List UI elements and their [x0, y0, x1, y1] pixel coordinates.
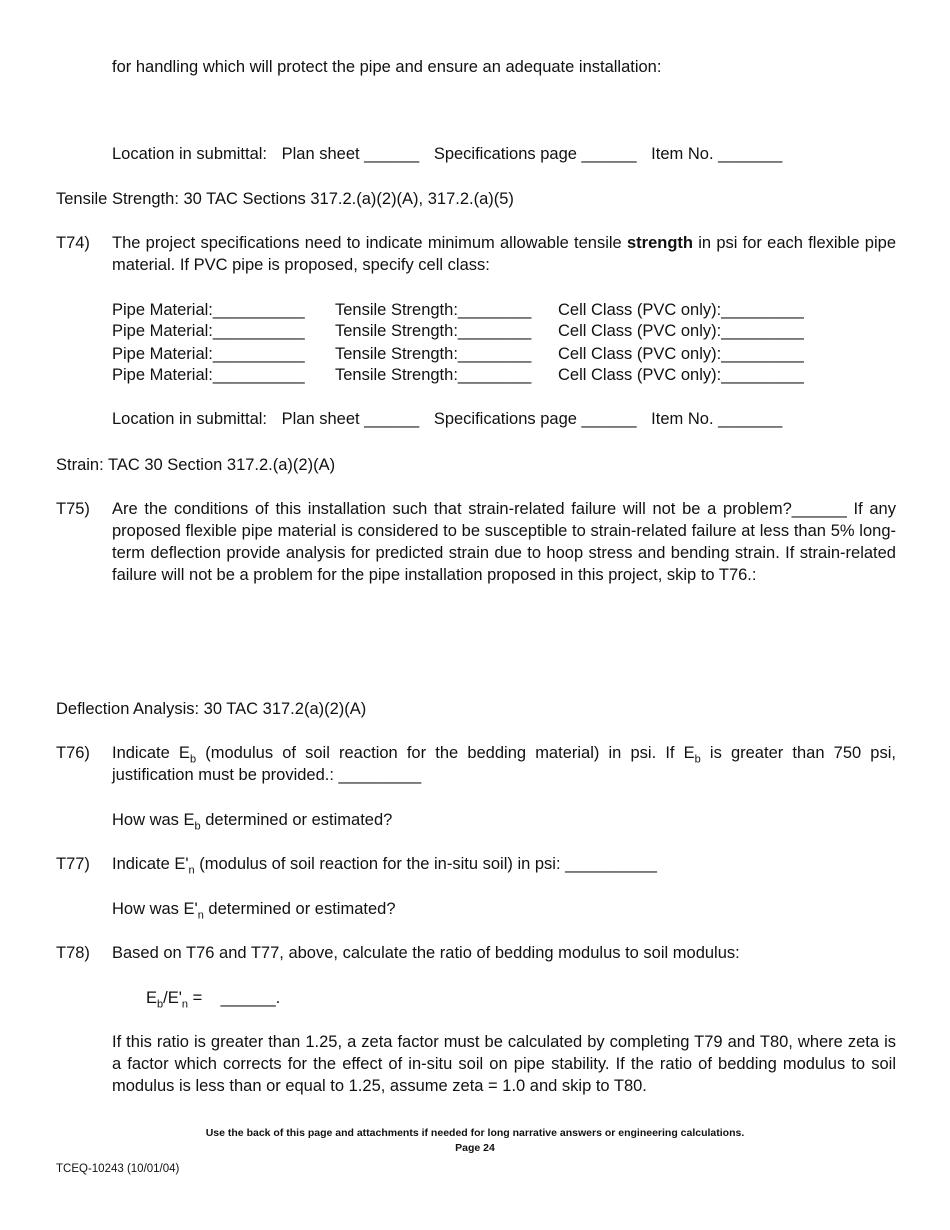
intro-line: for handling which will protect the pipe and ensure an adequate installation:: [112, 58, 662, 76]
location-label: Location in submittal:: [112, 410, 268, 428]
tensile-strength-heading: Tensile Strength: 30 TAC Sections 317.2.(a)(2)(A), 317.2.(a)(5): [56, 190, 514, 208]
t78-equation: $E_b/E'_n$ = ______.: [146, 989, 281, 1011]
tensile-strength-field[interactable]: Tensile Strength:________: [335, 301, 532, 319]
material-row: [112, 364, 804, 386]
material-row: [112, 320, 804, 342]
cell-class-field[interactable]: Cell Class (PVC only):_________: [558, 366, 804, 384]
plan-sheet-field[interactable]: Plan sheet ______: [281, 410, 420, 428]
location-label: Location in submittal:: [112, 145, 268, 163]
t77-text: Indicate $E'_n$ (modulus of soil reaction for the in-situ soil) in psi: __________: [112, 855, 657, 877]
cell-class-field[interactable]: Cell Class (PVC only):_________: [558, 301, 804, 319]
t76-text: Indicate $E_b$ (modulus of soil reaction for the bedding material) in psi. If $E_b$ is greater than 750 psi, justification must be provided.: _________: [112, 744, 896, 784]
t76-number: T76): [56, 744, 90, 762]
deflection-analysis-heading: Deflection Analysis: 30 TAC 317.2(a)(2)(A): [56, 700, 367, 718]
cell-class-field[interactable]: Cell Class (PVC only):_________: [558, 345, 804, 363]
location-line-1: [112, 143, 792, 165]
item-no-field[interactable]: Item No. _______: [651, 145, 783, 163]
page-number: Page 24: [455, 1142, 495, 1154]
pipe-material-field[interactable]: Pipe Material:__________: [112, 322, 305, 340]
t74-text: The project specifications need to indicate minimum allowable tensile strength in psi for each flexible pipe material. If PVC pipe is proposed, specify cell class:: [112, 234, 896, 274]
pipe-material-field[interactable]: Pipe Material:__________: [112, 301, 305, 319]
t75-text: Are the conditions of this installation such that strain-related failure will not be a problem?______ If any proposed flexible pipe material is considered to be susceptible to strain-related failure at less than 5% long-term deflection provide analysis for predicted strain due to hoop stress and bending strain. If strain-related failure will not be a problem for the pipe installation proposed in this project, skip to T76.:: [112, 500, 896, 584]
form-id: TCEQ-10243 (10/01/04): [56, 1163, 180, 1175]
location-line-2: [112, 408, 792, 430]
tensile-strength-field[interactable]: Tensile Strength:________: [335, 345, 532, 363]
footer-note: Use the back of this page and attachments if needed for long narrative answers or engineering calculations.: [205, 1127, 745, 1139]
plan-sheet-field[interactable]: Plan sheet ______: [281, 145, 420, 163]
t75-number: T75): [56, 500, 90, 518]
tensile-strength-field[interactable]: Tensile Strength:________: [335, 322, 532, 340]
t77-number: T77): [56, 855, 90, 873]
t78-text: Based on T76 and T77, above, calculate the ratio of bedding modulus to soil modulus:: [112, 944, 740, 962]
t78-number: T78): [56, 944, 90, 962]
t74-number: T74): [56, 234, 90, 252]
specifications-page-field[interactable]: Specifications page ______: [433, 410, 637, 428]
tensile-strength-field[interactable]: Tensile Strength:________: [335, 366, 532, 384]
item-no-field[interactable]: Item No. _______: [651, 410, 783, 428]
specifications-page-field[interactable]: Specifications page ______: [433, 145, 637, 163]
t74-bold-strength: strength: [626, 234, 693, 252]
material-row: [112, 299, 804, 321]
pipe-material-field[interactable]: Pipe Material:__________: [112, 345, 305, 363]
strain-heading: Strain: TAC 30 Section 317.2.(a)(2)(A): [56, 456, 336, 474]
t78-paragraph: If this ratio is greater than 1.25, a zeta factor must be calculated by completing T79 and T80, where zeta is a factor which corrects for the effect of in-situ soil on pipe stability. If the ratio of bedding modulus to soil modulus is less than or equal to 1.25, assume zeta = 1.0 and skip to T80.: [112, 1033, 896, 1095]
material-row: [112, 343, 804, 365]
t77-question: How was $E'_n$ determined or estimated?: [112, 900, 396, 922]
cell-class-field[interactable]: Cell Class (PVC only):_________: [558, 322, 804, 340]
t76-question: How was $E_b$ determined or estimated?: [112, 811, 393, 833]
pipe-material-field[interactable]: Pipe Material:__________: [112, 366, 305, 384]
